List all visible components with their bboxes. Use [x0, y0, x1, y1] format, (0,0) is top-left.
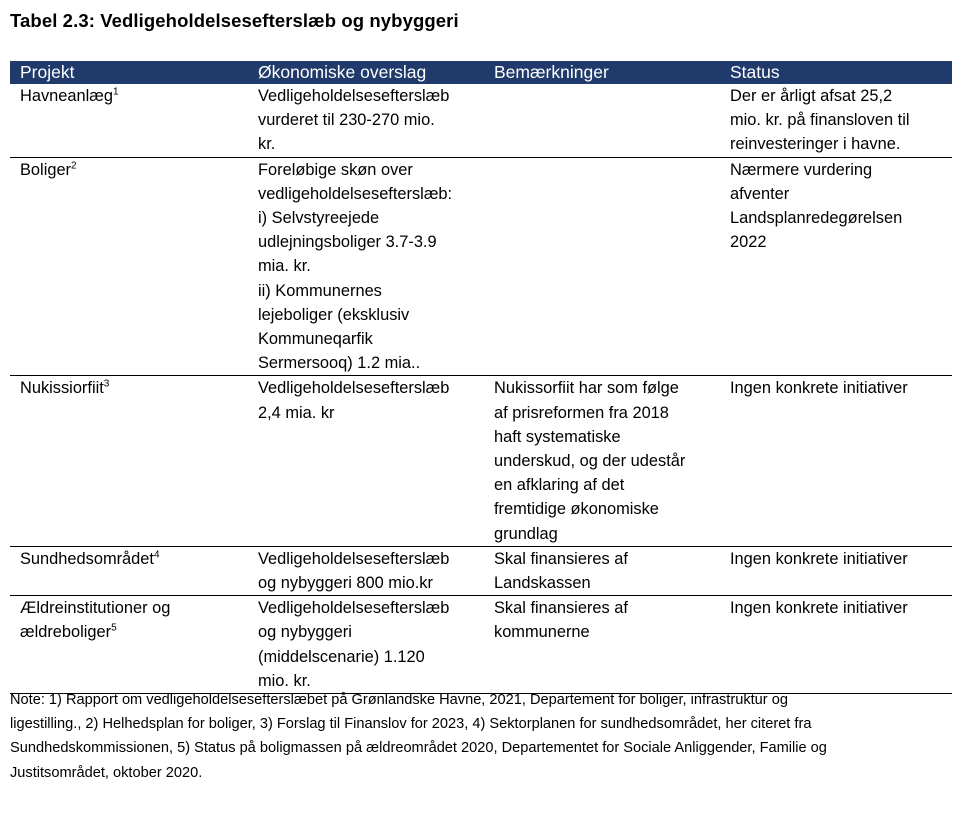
status-line: 2022 [730, 233, 767, 252]
table-header-row [10, 61, 952, 84]
remarks-line: Skal finansieres af [494, 599, 628, 618]
header-project: Projekt [10, 61, 248, 84]
estimate-line: mio. kr. [258, 671, 311, 690]
cell-status [720, 376, 952, 546]
cell-project [10, 376, 248, 546]
estimate-line: Vedligeholdelsesefterslæb [258, 549, 450, 568]
estimate-line: Foreløbige skøn over [258, 160, 413, 179]
estimate-line: 2,4 mia. kr [258, 403, 335, 422]
cell-remarks [484, 596, 720, 694]
note-line: ligestilling., 2) Helhedsplan for boliger, 3) Forslag til Finanslov for 2023, 4) Sektorplanen for sundhedsområdet, her citeret fra [10, 716, 812, 733]
cell-estimate [248, 596, 484, 694]
status-line: Ingen konkrete initiativer [730, 549, 908, 568]
project-name: ældreboliger [20, 623, 112, 642]
footnote-marker: 1 [112, 86, 119, 98]
footnote-marker: 4 [153, 549, 160, 561]
estimate-line: vedligeholdelsesefterslæb: [258, 184, 453, 203]
project-name: Boliger [20, 160, 72, 179]
estimate-line: vurderet til 230-270 mio. [258, 111, 435, 130]
note-line: Note: 1) Rapport om vedligeholdelsesefterslæbet på Grønlandske Havne, 2021, Departement for boliger, infrastruktur og [10, 692, 788, 708]
estimate-line: lejeboliger (eksklusiv [258, 305, 410, 324]
estimate-line: ii) Kommunernes [258, 281, 382, 300]
cell-estimate [248, 157, 484, 376]
table-row [10, 157, 952, 376]
cell-remarks [484, 546, 720, 595]
footnote-marker: 2 [71, 160, 77, 172]
remarks-line: Nukissorfiit har som følge [494, 379, 679, 398]
estimate-line: og nybyggeri 800 mio.kr [258, 574, 433, 593]
estimate-line: og nybyggeri [258, 623, 352, 642]
status-line: afventer [730, 184, 790, 203]
cell-project [10, 546, 248, 595]
remarks-line: af prisreformen fra 2018 [494, 403, 669, 422]
cell-status [720, 84, 952, 157]
header-estimate: Økonomiske overslag [248, 61, 484, 84]
status-line: Nærmere vurdering [730, 160, 873, 179]
project-name: Nukissiorfiit [20, 379, 104, 398]
project-name: Havneanlæg [20, 87, 113, 105]
estimate-line: Vedligeholdelsesefterslæb [258, 87, 450, 105]
estimate-line: i) Selvstyreejede [258, 209, 380, 228]
status-line: reinvesteringer i havne. [730, 135, 901, 154]
cell-remarks [484, 84, 720, 157]
table-row [10, 84, 952, 157]
cell-project [10, 157, 248, 376]
project-name: Sundhedsområdet [20, 549, 154, 568]
table-note [10, 688, 940, 785]
estimate-line: mia. kr. [258, 257, 311, 276]
cell-status [720, 596, 952, 694]
status-line: Landsplanredegørelsen [730, 209, 903, 228]
cell-estimate [248, 546, 484, 595]
status-line: Ingen konkrete initiativer [730, 379, 908, 398]
cell-remarks [484, 376, 720, 546]
cell-status [720, 157, 952, 376]
maintenance-table [10, 61, 952, 694]
estimate-line: (middelscenarie) 1.120 [258, 647, 425, 666]
table-row [10, 376, 952, 546]
project-name: Ældreinstitutioner og [20, 599, 171, 618]
cell-estimate [248, 84, 484, 157]
header-remarks: Bemærkninger [484, 61, 720, 84]
estimate-line: Vedligeholdelsesefterslæb [258, 379, 450, 398]
remarks-line: fremtidige økonomiske [494, 500, 659, 519]
status-line: Der er årligt afsat 25,2 [730, 87, 893, 105]
estimate-line: Vedligeholdelsesefterslæb [258, 599, 450, 618]
remarks-line: Skal finansieres af [494, 549, 628, 568]
remarks-line: en afklaring af det [494, 476, 625, 495]
cell-estimate [248, 376, 484, 546]
footnote-marker: 5 [111, 623, 117, 634]
estimate-line: kr. [258, 135, 276, 154]
table-row [10, 596, 952, 694]
table-row [10, 546, 952, 595]
remarks-line: Landskassen [494, 574, 591, 593]
remarks-line: grundlag [494, 524, 558, 543]
cell-project [10, 84, 248, 157]
remarks-line: underskud, og der udestår [494, 452, 686, 471]
status-line: Ingen konkrete initiativer [730, 599, 908, 618]
cell-project [10, 596, 248, 694]
note-line: Justitsområdet, oktober 2020. [10, 764, 203, 781]
remarks-line: haft systematiske [494, 427, 621, 446]
footnote-marker: 3 [103, 378, 110, 390]
estimate-line: Kommuneqarfik [258, 330, 373, 349]
status-line: mio. kr. på finansloven til [730, 111, 910, 130]
estimate-line: udlejningsboliger 3.7-3.9 [258, 233, 437, 252]
header-status: Status [720, 61, 952, 84]
estimate-line: Sermersooq) 1.2 mia.. [258, 354, 421, 373]
cell-status [720, 546, 952, 595]
remarks-line: kommunerne [494, 623, 590, 642]
note-line: Sundhedskommissionen, 5) Status på boligmassen på ældreområdet 2020, Departementet for Sociale Anliggender, Familie og [10, 740, 827, 757]
table-title: Tabel 2.3: Vedligeholdelsesefterslæb og nybyggeri [10, 10, 459, 31]
cell-remarks [484, 157, 720, 376]
